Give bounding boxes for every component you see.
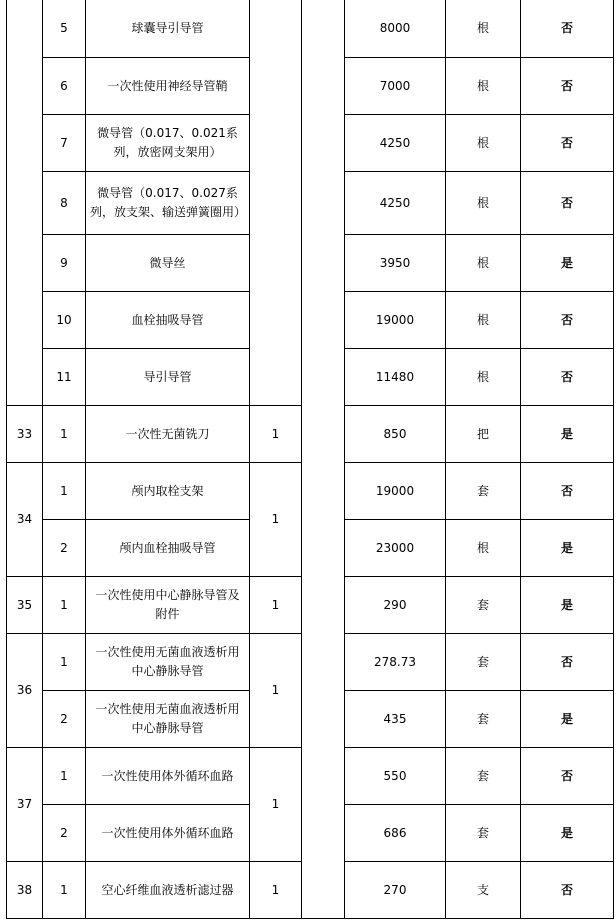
product-name-cell: 血栓抽吸导管 <box>86 292 250 349</box>
yes-no-cell: 是 <box>521 235 614 292</box>
sub-number-cell: 1 <box>43 577 86 634</box>
unit-cell: 根 <box>446 292 521 349</box>
unit-cell: 根 <box>446 0 521 58</box>
price-cell: 290 <box>345 577 446 634</box>
product-name-cell: 一次性使用体外循环血路 <box>86 805 250 862</box>
yes-no-cell: 是 <box>521 577 614 634</box>
price-cell: 3950 <box>345 235 446 292</box>
yes-no-cell: 是 <box>521 406 614 463</box>
product-name-cell: 一次性使用中心静脉导管及附件 <box>86 577 250 634</box>
yes-no-cell: 否 <box>521 748 614 805</box>
price-cell: 4250 <box>345 115 446 172</box>
empty-column-cell <box>302 0 345 919</box>
yes-no-cell: 否 <box>521 349 614 406</box>
unit-cell: 套 <box>446 577 521 634</box>
price-cell: 19000 <box>345 292 446 349</box>
unit-cell: 套 <box>446 463 521 520</box>
sub-number-cell: 6 <box>43 58 86 115</box>
sub-number-cell: 2 <box>43 520 86 577</box>
yes-no-cell: 否 <box>521 463 614 520</box>
sub-number-cell: 2 <box>43 691 86 748</box>
quantity-cell: 1 <box>250 406 302 463</box>
quantity-cell: 1 <box>250 748 302 862</box>
product-name-cell: 微导管（0.017、0.021系列，放密网支架用） <box>86 115 250 172</box>
sub-number-cell: 1 <box>43 634 86 691</box>
unit-cell: 根 <box>446 58 521 115</box>
sub-number-cell: 1 <box>43 406 86 463</box>
yes-no-cell: 否 <box>521 862 614 919</box>
price-cell: 550 <box>345 748 446 805</box>
unit-cell: 根 <box>446 235 521 292</box>
yes-no-cell: 是 <box>521 805 614 862</box>
yes-no-cell: 否 <box>521 58 614 115</box>
table-row <box>7 0 614 58</box>
unit-cell: 套 <box>446 691 521 748</box>
sub-number-cell: 1 <box>43 463 86 520</box>
sub-number-cell: 9 <box>43 235 86 292</box>
sub-number-cell: 5 <box>43 0 86 58</box>
price-cell: 686 <box>345 805 446 862</box>
product-name-cell: 一次性使用无菌血液透析用中心静脉导管 <box>86 691 250 748</box>
yes-no-cell: 是 <box>521 691 614 748</box>
unit-cell: 套 <box>446 748 521 805</box>
unit-cell: 根 <box>446 172 521 235</box>
unit-cell: 根 <box>446 349 521 406</box>
product-name-cell: 颅内取栓支架 <box>86 463 250 520</box>
unit-cell: 根 <box>446 520 521 577</box>
product-name-cell: 一次性使用神经导管鞘 <box>86 58 250 115</box>
sub-number-cell: 7 <box>43 115 86 172</box>
price-cell: 8000 <box>345 0 446 58</box>
sub-number-cell: 2 <box>43 805 86 862</box>
quantity-cell: 1 <box>250 634 302 748</box>
group-number-cell: 37 <box>7 748 43 862</box>
yes-no-cell: 否 <box>521 0 614 58</box>
quantity-cell <box>250 0 302 406</box>
yes-no-cell: 否 <box>521 292 614 349</box>
price-cell: 850 <box>345 406 446 463</box>
price-cell: 23000 <box>345 520 446 577</box>
group-number-cell: 33 <box>7 406 43 463</box>
price-cell: 278.73 <box>345 634 446 691</box>
price-cell: 11480 <box>345 349 446 406</box>
yes-no-cell: 否 <box>521 115 614 172</box>
group-number-cell: 35 <box>7 577 43 634</box>
quantity-cell: 1 <box>250 463 302 577</box>
unit-cell: 支 <box>446 862 521 919</box>
product-name-cell: 一次性使用体外循环血路 <box>86 748 250 805</box>
yes-no-cell: 是 <box>521 520 614 577</box>
product-table <box>6 0 614 919</box>
unit-cell: 套 <box>446 805 521 862</box>
price-cell: 19000 <box>345 463 446 520</box>
table-body <box>7 0 614 919</box>
group-number-cell: 34 <box>7 463 43 577</box>
group-number-cell <box>7 0 43 406</box>
price-cell: 435 <box>345 691 446 748</box>
price-cell: 4250 <box>345 172 446 235</box>
product-name-cell: 导引导管 <box>86 349 250 406</box>
product-name-cell: 一次性使用无菌血液透析用中心静脉导管 <box>86 634 250 691</box>
product-name-cell: 微导管（0.017、0.027系列，放支架、输送弹簧圈用） <box>86 172 250 235</box>
product-name-cell: 微导丝 <box>86 235 250 292</box>
group-number-cell: 36 <box>7 634 43 748</box>
unit-cell: 根 <box>446 115 521 172</box>
quantity-cell: 1 <box>250 862 302 919</box>
sub-number-cell: 10 <box>43 292 86 349</box>
price-cell: 7000 <box>345 58 446 115</box>
sub-number-cell: 8 <box>43 172 86 235</box>
product-name-cell: 一次性无菌铣刀 <box>86 406 250 463</box>
product-name-cell: 球囊导引导管 <box>86 0 250 58</box>
unit-cell: 套 <box>446 634 521 691</box>
price-cell: 270 <box>345 862 446 919</box>
yes-no-cell: 否 <box>521 172 614 235</box>
yes-no-cell: 否 <box>521 634 614 691</box>
product-name-cell: 颅内血栓抽吸导管 <box>86 520 250 577</box>
product-name-cell: 空心纤维血液透析滤过器 <box>86 862 250 919</box>
group-number-cell: 38 <box>7 862 43 919</box>
sub-number-cell: 11 <box>43 349 86 406</box>
unit-cell: 把 <box>446 406 521 463</box>
quantity-cell: 1 <box>250 577 302 634</box>
sub-number-cell: 1 <box>43 862 86 919</box>
sub-number-cell: 1 <box>43 748 86 805</box>
